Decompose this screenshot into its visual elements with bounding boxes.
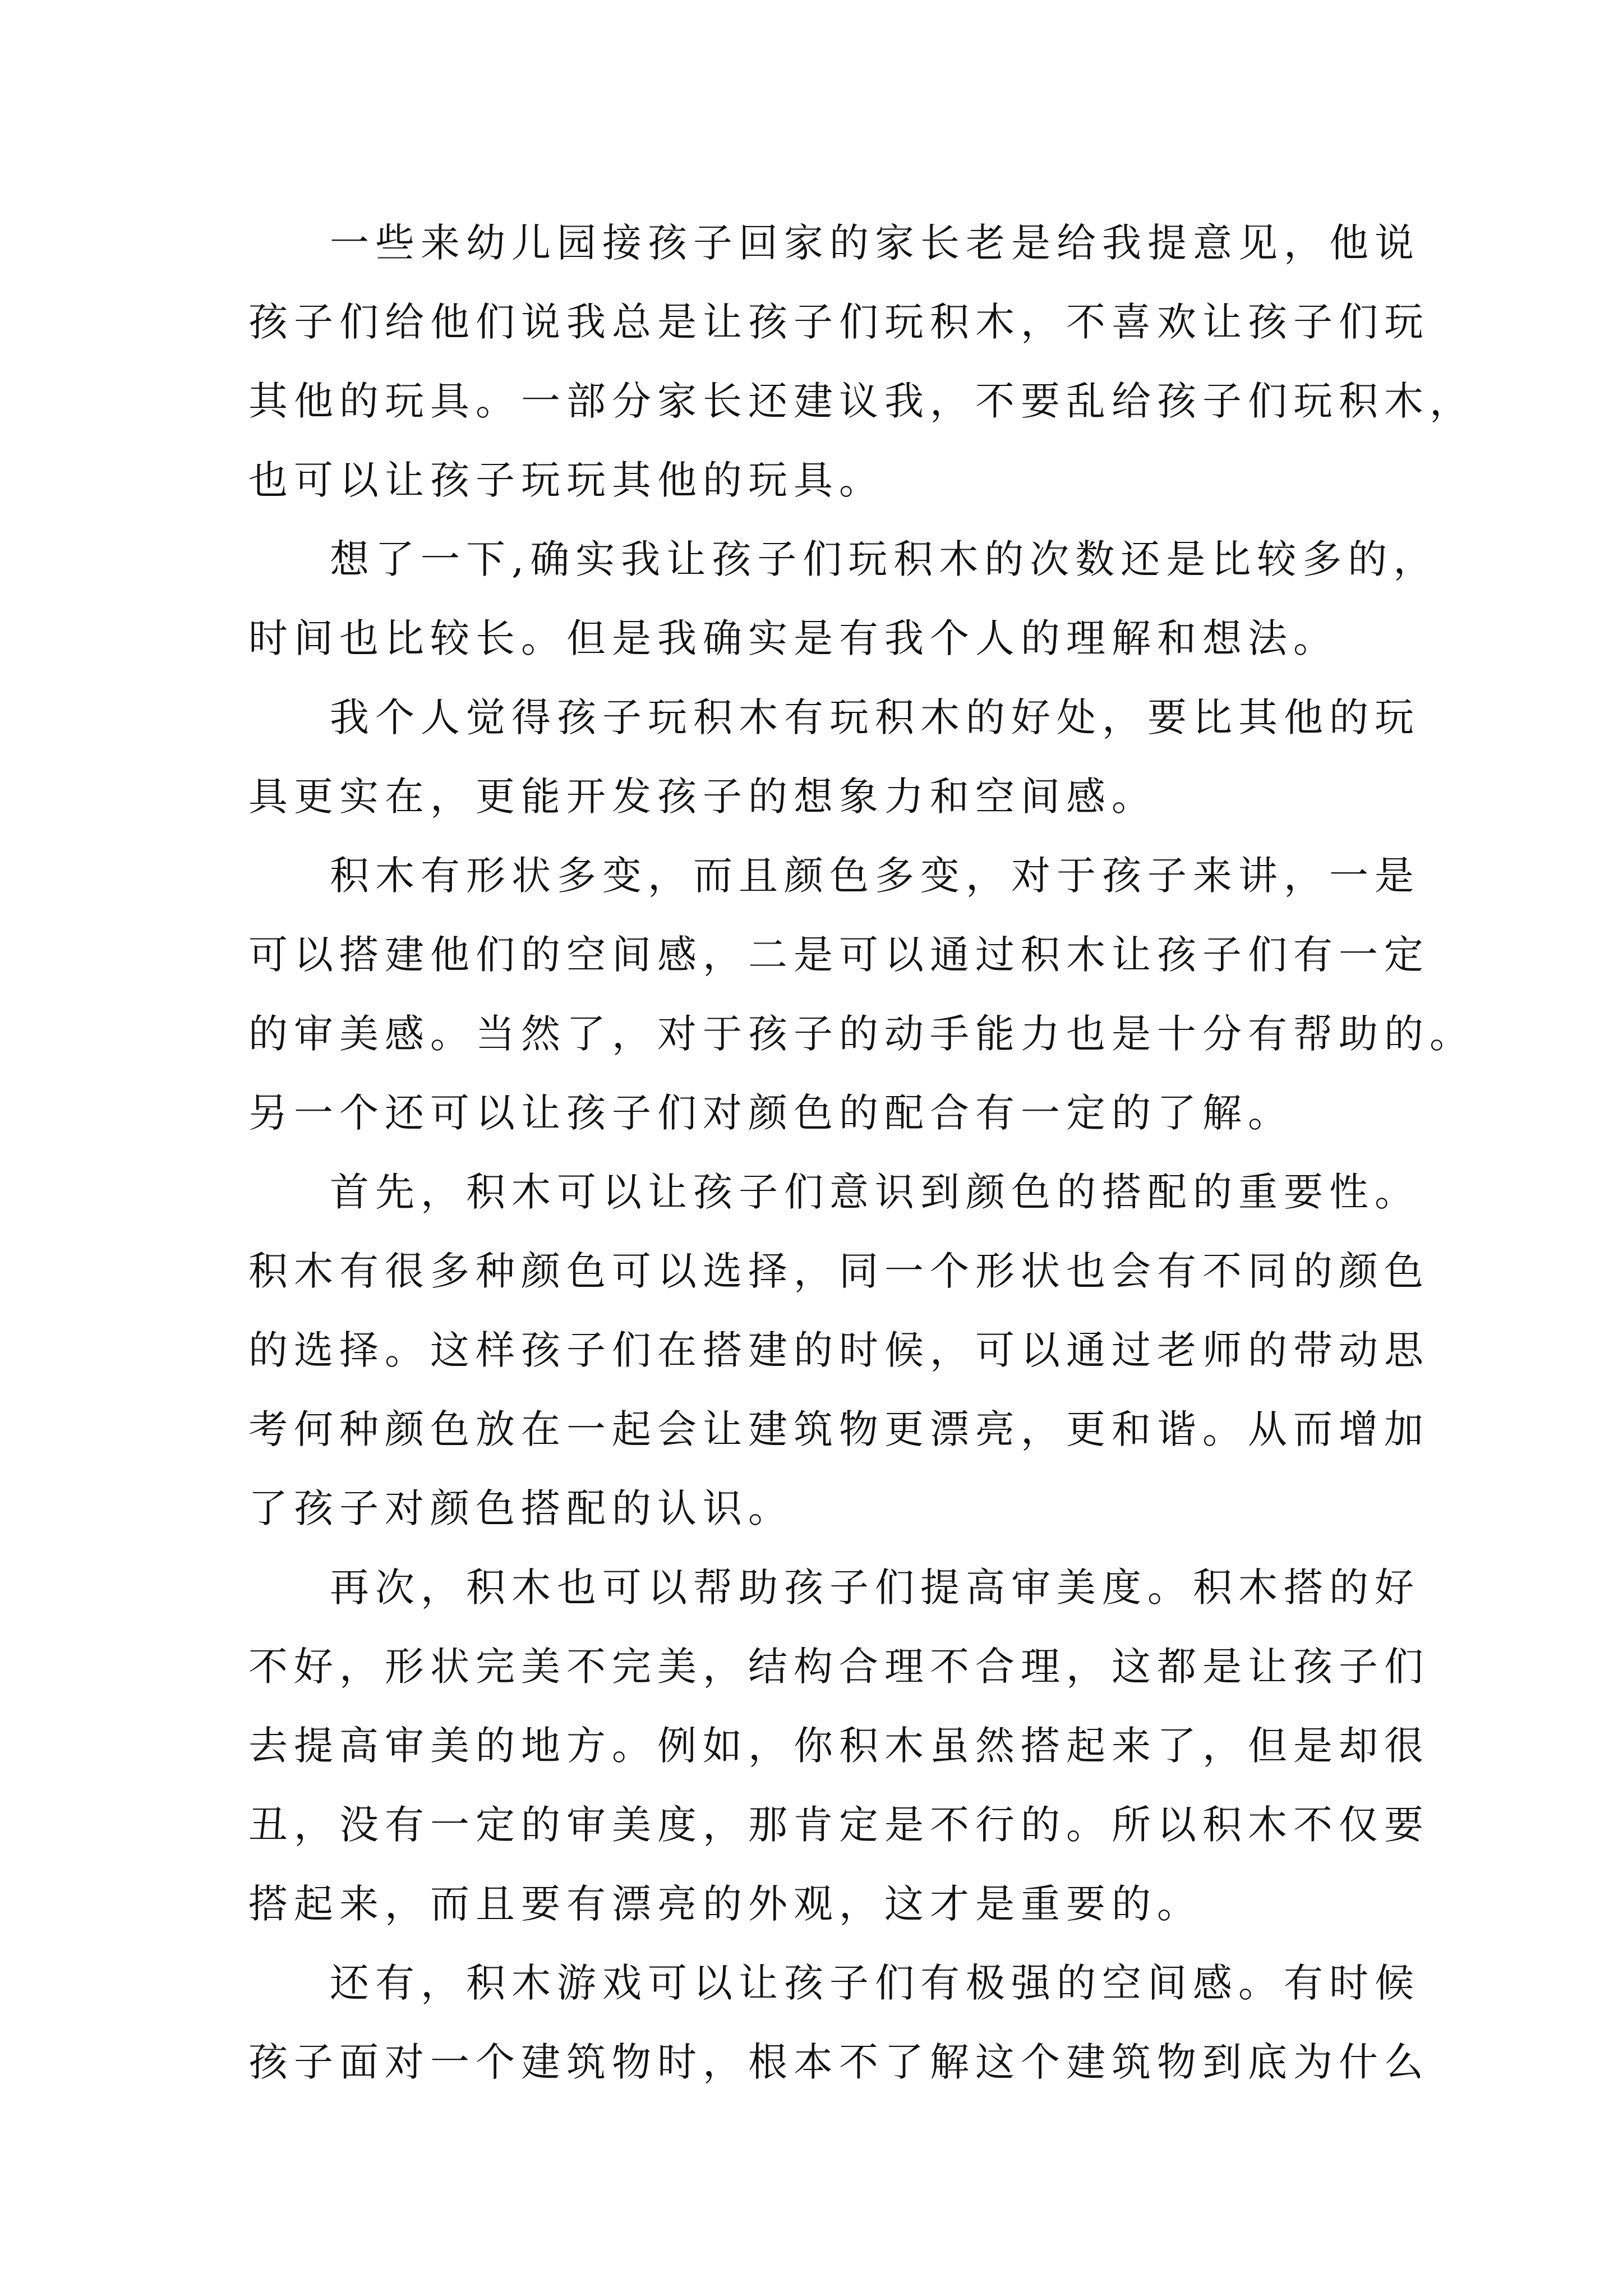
paragraph-6-line-3: 去提高审美的地方。例如，你积木虽然搭起来了，但是却很 — [248, 1723, 1430, 1769]
paragraph-4-line-3: 的审美感。当然了，对于孩子的动手能力也是十分有帮助的。 — [248, 1011, 1475, 1057]
paragraph-6-line-2: 不好，形状完美不完美，结构合理不合理，这都是让孩子们 — [248, 1644, 1430, 1690]
paragraph-1-line-2: 孩子们给他们说我总是让孩子们玩积木，不喜欢让孩子们玩 — [248, 299, 1430, 345]
paragraph-5-line-5: 了孩子对颜色搭配的认识。 — [248, 1485, 794, 1531]
paragraph-6-line-1: 再次，积木也可以帮助孩子们提高审美度。积木搭的好 — [330, 1565, 1420, 1611]
paragraph-4-line-4: 另一个还可以让孩子们对颜色的配合有一定的了解。 — [248, 1090, 1293, 1136]
paragraph-1-line-3: 其他的玩具。一部分家长还建议我，不要乱给孩子们玩积木， — [248, 378, 1475, 424]
paragraph-1-line-1: 一些来幼儿园接孩子回家的家长老是给我提意见，他说 — [330, 220, 1420, 266]
paragraph-6-line-5: 搭起来，而且要有漂亮的外观，这才是重要的。 — [248, 1881, 1202, 1927]
paragraph-3-line-1: 我个人觉得孩子玩积木有玩积木的好处，要比其他的玩 — [330, 694, 1420, 740]
paragraph-6-line-4: 丑，没有一定的审美度，那肯定是不行的。所以积木不仅要 — [248, 1802, 1430, 1848]
paragraph-5-line-2: 积木有很多种颜色可以选择，同一个形状也会有不同的颜色 — [248, 1248, 1430, 1294]
paragraph-3-line-2: 具更实在，更能开发孩子的想象力和空间感。 — [248, 774, 1157, 820]
paragraph-2-line-1: 想了一下,确实我让孩子们玩积木的次数还是比较多的， — [330, 536, 1439, 582]
paragraph-1-line-4: 也可以让孩子玩玩其他的玩具。 — [248, 457, 884, 503]
paragraph-7-line-1: 还有，积木游戏可以让孩子们有极强的空间感。有时候 — [330, 1960, 1420, 2006]
document-body — [248, 218, 1475, 2116]
paragraph-5-line-4: 考何种颜色放在一起会让建筑物更漂亮，更和谐。从而增加 — [248, 1406, 1430, 1452]
paragraph-5-line-1: 首先，积木可以让孩子们意识到颜色的搭配的重要性。 — [330, 1169, 1420, 1215]
paragraph-7-line-2: 孩子面对一个建筑物时，根本不了解这个建筑物到底为什么 — [248, 2039, 1430, 2085]
paragraph-5-line-3: 的选择。这样孩子们在搭建的时候，可以通过老师的带动思 — [248, 1327, 1430, 1373]
paragraph-4-line-1: 积木有形状多变，而且颜色多变，对于孩子来讲，一是 — [330, 853, 1420, 899]
paragraph-2-line-2: 时间也比较长。但是我确实是有我个人的理解和想法。 — [248, 615, 1339, 661]
paragraph-4-line-2: 可以搭建他们的空间感，二是可以通过积木让孩子们有一定 — [248, 932, 1430, 978]
